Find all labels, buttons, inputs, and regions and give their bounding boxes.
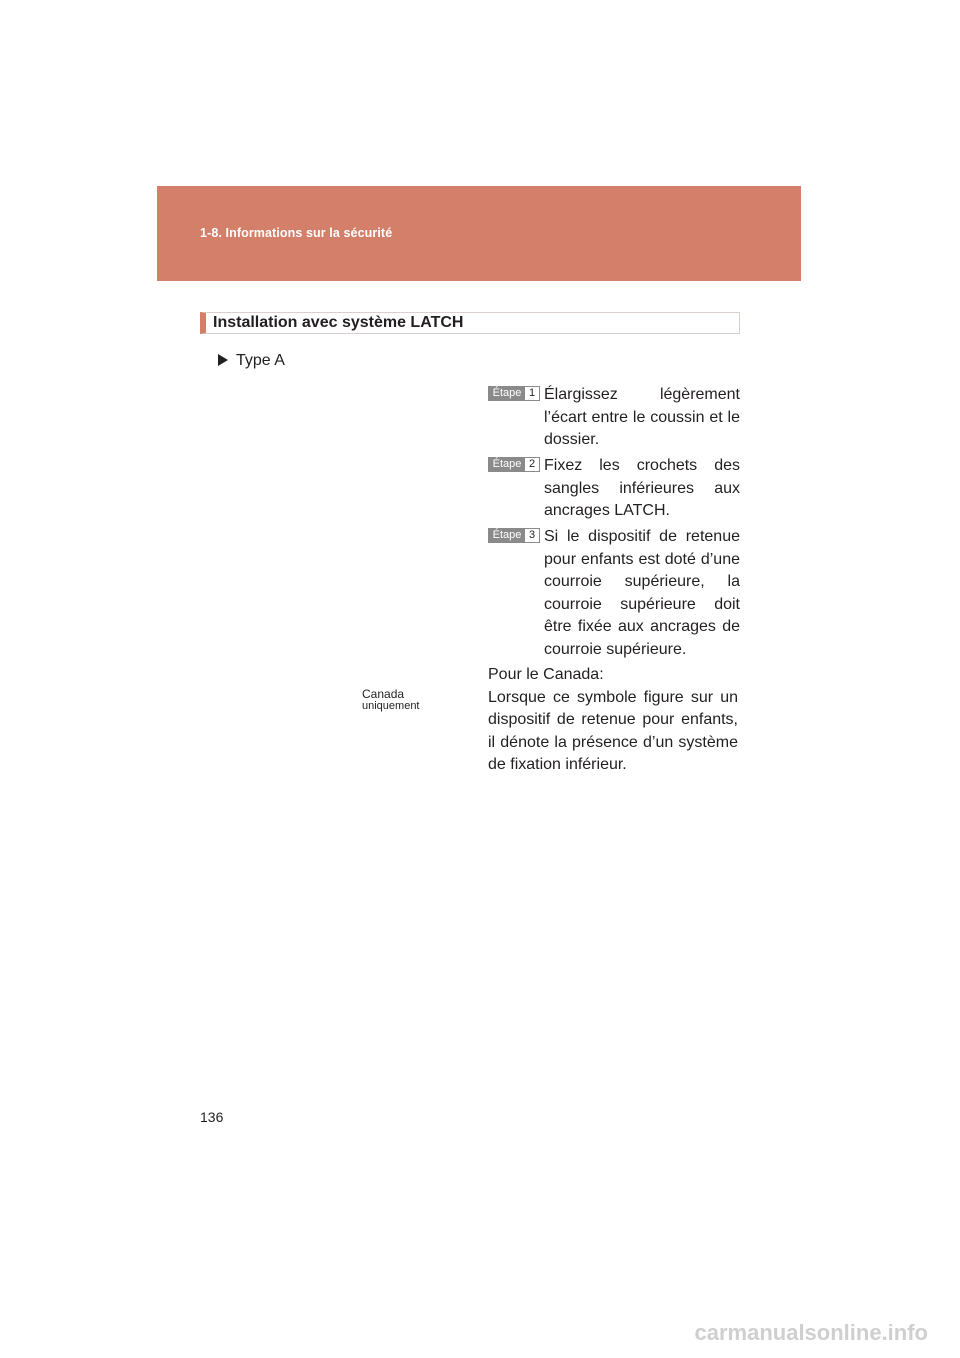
step-badge bbox=[488, 528, 540, 543]
step-text: Élargissez légèrement l’écart entre le coussin et le dossier. bbox=[544, 386, 740, 448]
step-3 bbox=[488, 526, 740, 661]
type-label-text: Type A bbox=[236, 352, 285, 369]
canada-note bbox=[488, 664, 738, 777]
arrow-right-icon bbox=[218, 354, 228, 366]
canada-note-title: Pour le Canada: bbox=[488, 666, 604, 683]
step-1 bbox=[488, 384, 740, 452]
step-badge-number: 3 bbox=[528, 529, 536, 541]
step-2 bbox=[488, 455, 740, 523]
step-badge bbox=[488, 457, 540, 472]
section-label: 1-8. Informations sur la sécurité bbox=[200, 226, 393, 240]
canada-symbol-label bbox=[362, 688, 420, 712]
canada-label-line2: uniquement bbox=[362, 700, 420, 712]
canada-note-text: Lorsque ce symbole figure sur un dispositif de retenue pour enfants, il dénote la présence d’un système de fixation inférieur. bbox=[488, 688, 738, 773]
section-heading: Installation avec système LATCH bbox=[213, 314, 464, 331]
step-badge-number: 1 bbox=[528, 387, 536, 399]
step-badge-number: 2 bbox=[528, 458, 536, 470]
step-badge-label: Étape bbox=[489, 529, 525, 542]
page-number: 136 bbox=[200, 1109, 224, 1125]
watermark: carmanualsonline.info bbox=[694, 1320, 928, 1345]
step-badge-label: Étape bbox=[489, 458, 525, 471]
step-text: Si le dispositif de retenue pour enfants est doté d’une courroie supérieure, la courroie supérieure doit être fixée aux ancrages de courroie supérieure. bbox=[544, 528, 740, 658]
canada-label-line1: Canada bbox=[362, 687, 405, 701]
step-text: Fixez les crochets des sangles inférieures aux ancrages LATCH. bbox=[544, 457, 740, 519]
type-label bbox=[218, 352, 285, 370]
step-badge-label: Étape bbox=[489, 387, 525, 400]
step-badge bbox=[488, 386, 540, 401]
